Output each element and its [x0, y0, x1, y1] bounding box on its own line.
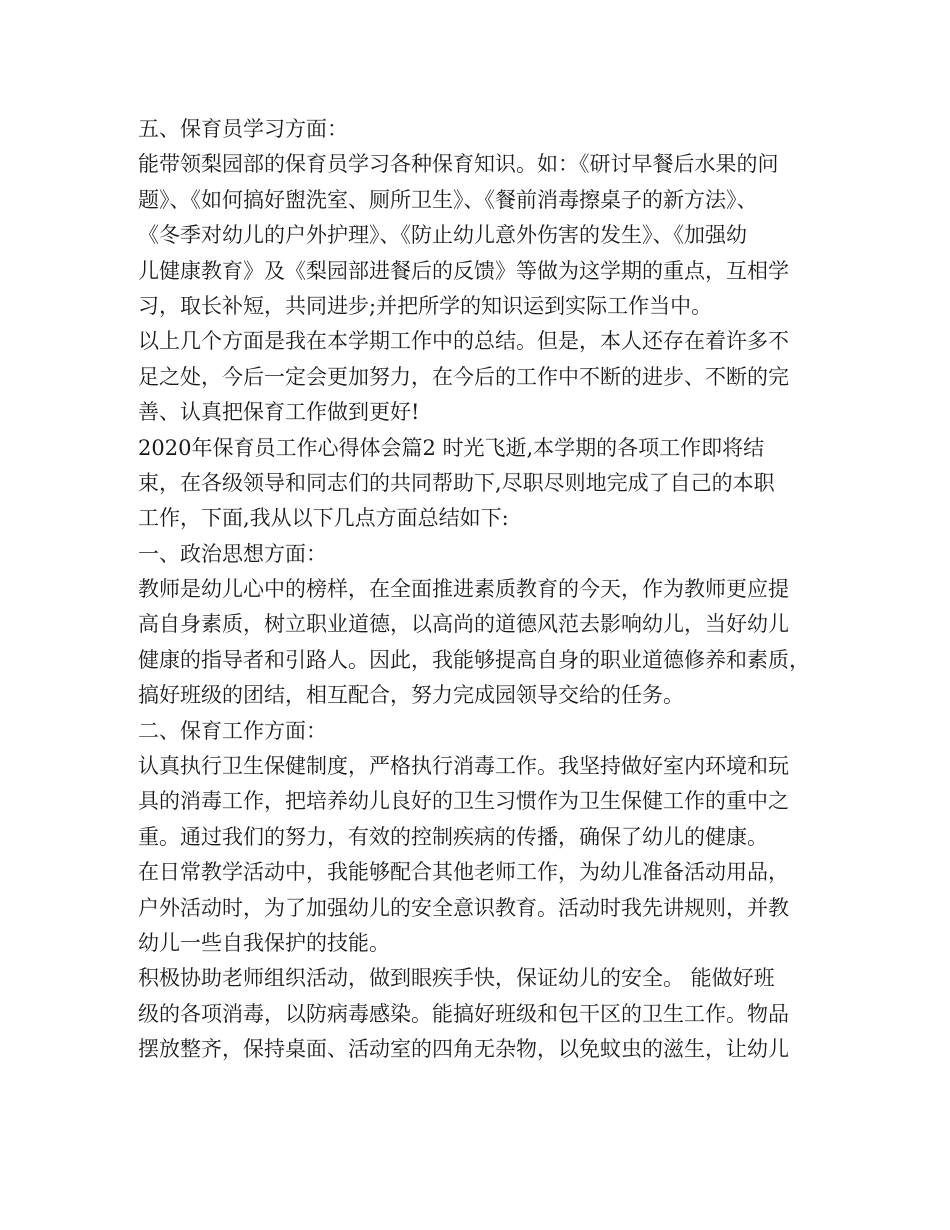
text-line: 能带领梨园部的保育员学习各种保育知识。如：《研讨早餐后水果的问 [138, 152, 779, 177]
text-line: 搞好班级的团结，相互配合，努力完成园领导交给的任务。 [138, 683, 684, 708]
text-line: 工作，下面,我从以下几点方面总结如下: [138, 506, 509, 531]
text-line: 重。通过我们的努力，有效的控制疾病的传播，确保了幼儿的健康。 [138, 824, 768, 849]
text-line: 高自身素质，树立职业道德，以高尚的道德风范去影响幼儿，当好幼儿 [138, 612, 789, 637]
text-line: 认真执行卫生保健制度，严格执行消毒工作。我坚持做好室内环境和玩 [138, 754, 789, 779]
text-line: 积极协助老师组织活动，做到眼疾手快，保证幼儿的安全。 能做好班 [138, 966, 775, 991]
text-line: 以上几个方面是我在本学期工作中的总结。但是，本人还存在着许多不 [138, 329, 789, 354]
text-line: 级的各项消毒，以防病毒感染。能搞好班级和包干区的卫生工作。物品 [138, 1001, 789, 1026]
text-line: 在日常教学活动中，我能够配合其他老师工作，为幼儿准备活动用品， [138, 860, 789, 885]
text-line: 2020年保育员工作心得体会篇2 时光飞逝,本学期的各项工作即将结 [138, 435, 765, 460]
text-line: 一、政治思想方面： [138, 541, 327, 566]
text-line: 二、保育工作方面： [138, 718, 327, 743]
text-line: 儿健康教育》及《梨园部进餐后的反馈》等做为这学期的重点，互相学 [138, 258, 789, 283]
document-body [138, 112, 828, 1068]
text-line: 健康的指导者和引路人。因此，我能够提高自身的职业道德修养和素质， [138, 647, 810, 672]
text-line: 五、保育员学习方面： [138, 117, 348, 141]
text-line: 善、认真把保育工作做到更好! [138, 400, 420, 425]
text-line: 摆放整齐，保持桌面、活动室的四角无杂物，以免蚊虫的滋生，让幼儿 [138, 1037, 789, 1062]
text-line: 习，取长补短，共同进步;并把所学的知识运到实际工作当中。 [138, 293, 713, 318]
text-line: 幼儿一些自我保护的技能。 [138, 930, 390, 955]
text-line: 束，在各级领导和同志们的共同帮助下,尽职尽则地完成了自己的本职 [138, 470, 775, 495]
text-line: 户外活动时，为了加强幼儿的安全意识教育。活动时我先讲规则，并教 [138, 895, 789, 920]
text-line: 《冬季对幼儿的户外护理》、《防止幼儿意外伤害的发生》、《加强幼 [138, 223, 747, 248]
text-line: 题》、《如何搞好盥洗室、厕所卫生》、《餐前消毒擦桌子的新方法》、 [138, 187, 758, 212]
text-line: 足之处，今后一定会更加努力，在今后的工作中不断的进步、不断的完 [138, 364, 789, 389]
text-line: 具的消毒工作，把培养幼儿良好的卫生习惯作为卫生保健工作的重中之 [138, 789, 789, 814]
text-line: 教师是幼儿心中的榜样，在全面推进素质教育的今天，作为教师更应提 [138, 577, 789, 602]
